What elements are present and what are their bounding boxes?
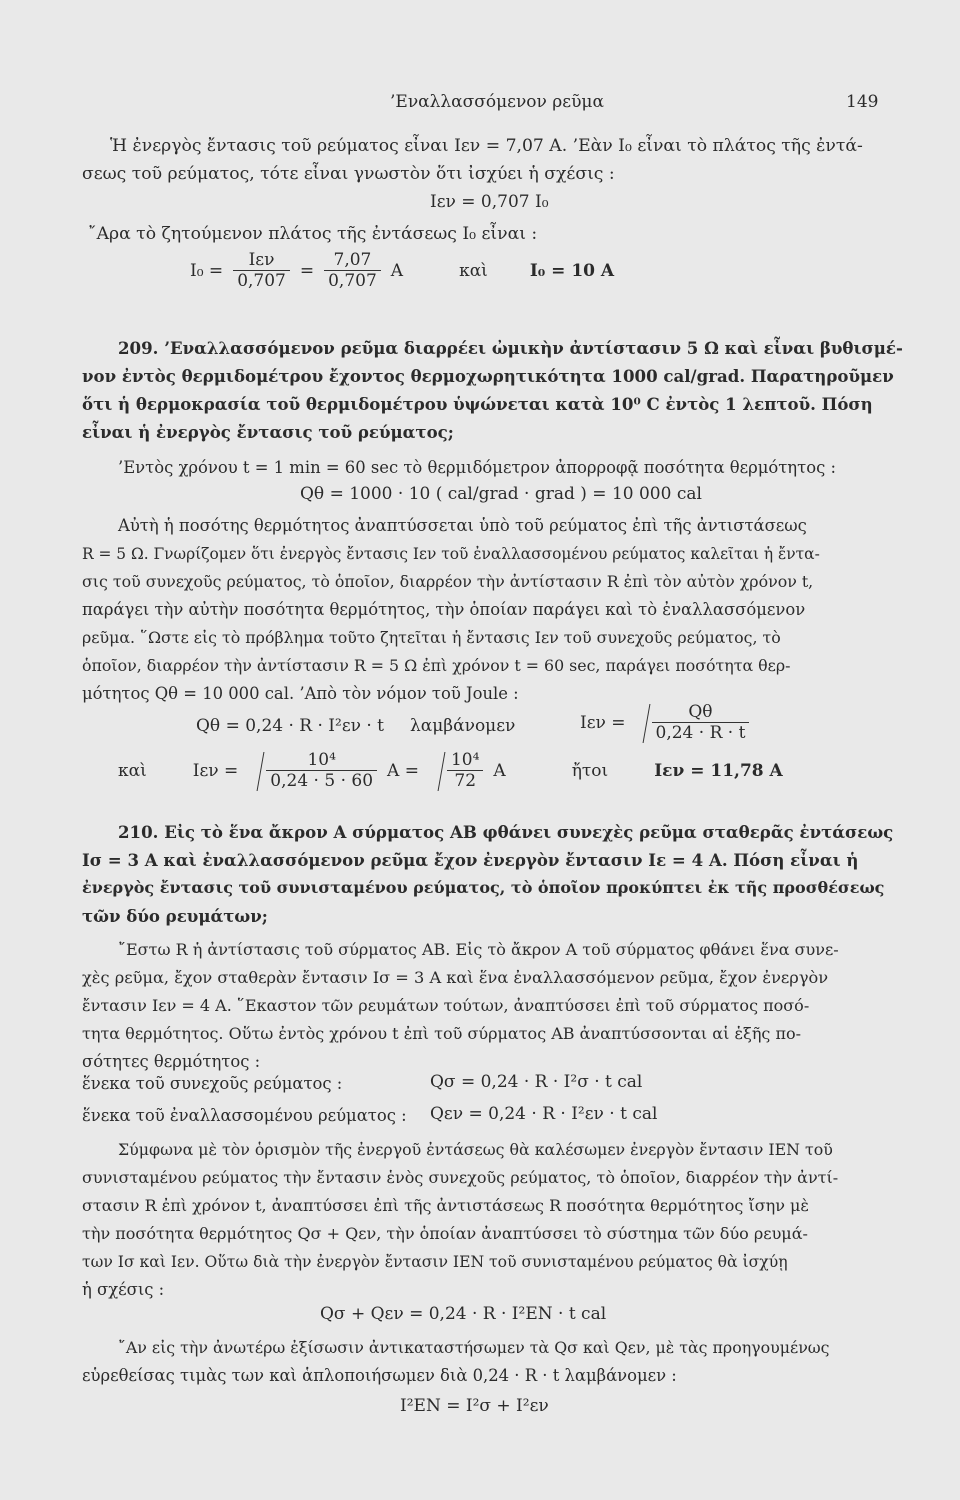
solution-210-line-11: ἡ σχέσις : [82,1280,165,1299]
solution-210-line-8: στασιν R ἐπὶ χρόνον t, ἀναπτύσσει ἐπὶ τῆς ἀντιστάσεως R ποσότητα θερμότητος ἴσην μὲ [82,1196,810,1215]
problem-209-line-3: ὅτι ἡ θερμοκρασία τοῦ θερμιδομέτρου ὑψώνεται κατὰ 10⁰ C ἐντὸς 1 λεπτοῦ. Πόση [82,394,873,414]
solution-209-line-8: μότητος Qθ = 10 000 cal. ’Απὸ τὸν νόμον τοῦ Joule : [82,684,519,703]
solution-210-line-10: των Iσ καὶ Iεν. Οὕτω διὰ τὴν ἐνεργὸν ἔντασιν IEN τοῦ συνισταμένου ρεύματος θὰ ἰσχύῃ [82,1253,788,1271]
fraction-denominator: 0,24 · R · t [655,723,746,743]
fraction [324,250,381,291]
equation-ien-sqrt [580,702,753,743]
equation-final: I²EN = I²σ + I²εν [400,1396,549,1416]
solution-209-line-5: παράγει τὴν αὐτὴν ποσότητα θερμότητος, τὴν ὁποίαν παράγει καὶ τὸ ἐναλλασσόμενον [82,600,806,619]
fraction [233,250,290,291]
intro-line-2: σεως τοῦ ρεύματος, τότε εἶναι γνωστὸν ὅτι ἰσχύει ἡ σχέσις : [82,164,615,184]
solution-209-line-3: R = 5 Ω. Γνωρίζομεν ὅτι ἐνεργὸς ἔντασις Iεν τοῦ ἐναλλασσομένου ρεύματος καλεῖται ἡ ἔντα- [82,545,820,563]
solution-210-line-6: Σύμφωνα μὲ τὸν ὁρισμὸν τῆς ἐνεργοῦ ἐντάσεως θὰ καλέσωμεν ἐνεργὸν ἔντασιν IEN τοῦ [118,1140,833,1159]
solution-210-line-3: ἔντασιν Iεν = 4 A. ῞Εκαστον τῶν ρευμάτων τούτων, ἀναπτύσσει ἐπὶ τοῦ σύρματος ποσό- [82,996,810,1015]
solution-209-line-1: ’Εντὸς χρόνου t = 1 min = 60 sec τὸ θερμιδόμετρον ἀπορροφᾷ ποσότητα θερμότητος : [118,458,836,477]
solution-210-line-5: σότητες θερμότητος : [82,1052,261,1071]
unit: A [493,760,506,781]
problem-210-line-4: τῶν δύο ρευμάτων; [82,906,268,926]
fraction-numerator: 10⁴ [266,750,377,771]
problem-209-line-4: εἶναι ἡ ἐνεργὸς ἔντασις τοῦ ρεύματος; [82,422,454,442]
fraction-denominator: 0,707 [237,271,286,291]
equals-sign: = [299,260,315,281]
heat-alternating-label: ἕνεκα τοῦ ἐναλλασσομένου ρεύματος : [82,1106,407,1125]
fraction-numerator: Iεν [233,250,290,271]
square-root [425,750,487,791]
solution-210-line-2: χὲς ρεῦμα, ἔχον σταθερὰν ἔντασιν Iσ = 3 A καὶ ἕνα ἐναλλασσόμενον ρεῦμα, ἔχον ἐνεργὸν [82,968,829,987]
result: Iεν = 11,78 A [654,760,783,781]
fraction-numerator: 7,07 [324,250,381,271]
problem-209-line-1: 209. ’Εναλλασσόμενον ρεῦμα διαρρέει ὠμικὴν ἀντίστασιν 5 Ω καὶ εἶναι βυθισμέ- [118,338,903,358]
fraction [266,750,377,791]
fraction-denominator: 72 [454,771,477,791]
conjunction: καὶ [459,260,488,281]
solution-209-line-2: Αὐτὴ ἡ ποσότης θερμότητος ἀναπτύσσεται ὑπὸ τοῦ ρεύματος ἐπὶ τῆς ἀντιστάσεως [118,516,807,535]
solution-210-line-1: ῎Εστω R ἡ ἀντίστασις τοῦ σύρματος ΑΒ. Εἰς τὸ ἄκρον Α τοῦ σύρματος φθάνει ἕνα συνε- [118,940,839,959]
eq-lhs: Iεν = [580,712,626,733]
fraction [652,702,750,743]
conjunction: καὶ [118,760,147,781]
solution-209-line-6: ρεῦμα. ῞Ωστε εἰς τὸ πρόβλημα τοῦτο ζητεῖται ἡ ἔντασις Iεν τοῦ συνεχοῦς ρεύματος, τὸ [82,628,781,647]
fraction-denominator: 0,24 · 5 · 60 [270,771,374,791]
fraction-numerator: Qθ [652,702,750,723]
problem-210-line-1: 210. Εἰς τὸ ἕνα ἄκρον Α σύρματος ΑΒ φθάνει συνεχὲς ρεῦμα σταθερᾶς ἐντάσεως [118,822,894,842]
fraction [447,750,483,791]
intro-line-1: Ἡ ἐνεργὸς ἔντασις τοῦ ρεύματος εἶναι Iεν = 7,07 Α. ’Εὰν I₀ εἶναι τὸ πλάτος τῆς ἐντά- [110,136,863,156]
solution-210-line-4: τητα θερμότητος. Οὕτω ἐντὸς χρόνου t ἐπὶ τοῦ σύρματος ΑΒ ἀναπτύσσονται αἱ ἑξῆς πο- [82,1024,802,1043]
word-itoi: ἤτοι [571,760,609,781]
equation-calc [118,750,783,791]
square-root [630,702,754,743]
heat-continuous-label: ἕνεκα τοῦ συνεχοῦς ρεύματος : [82,1074,343,1093]
heat-continuous-equation: Qσ = 0,24 · R · I²σ · t cal [430,1072,643,1092]
solution-210-line-9: τὴν ποσότητα θερμότητος Qσ + Qεν, τὴν ὁποίαν ἀναπτύσσει τὸ σύστημα τῶν δύο ρευμά- [82,1224,808,1243]
equation-ien: Iεν = 0,707 I₀ [430,192,549,212]
eq-lhs: Iεν = [192,760,239,781]
running-title: ’Εναλλασσόμενον ρεῦμα [390,92,604,112]
fraction-numerator: 10⁴ [447,750,483,771]
solution-209-line-7: ὁποῖον, διαρρέον τὴν ἀντίστασιν R = 5 Ω ἐπὶ χρόνον t = 60 sec, παράγει ποσότητα θερ- [82,656,791,675]
heat-alternating-equation: Qεν = 0,24 · R · I²εν · t cal [430,1104,658,1124]
result: I₀ = 10 A [529,260,615,281]
solution-210-line-7: συνισταμένου ρεύματος τὴν ἔντασιν ἑνὸς συνεχοῦς ρεύματος, τὸ ὁποῖον, διαρρέον τὴν ἀντί- [82,1168,839,1187]
equation-total-heat: Qσ + Qεν = 0,24 · R · I²EN · t cal [320,1304,607,1324]
intro-line-3: ῎Αρα τὸ ζητούμενον πλάτος τῆς ἐντάσεως I₀ εἶναι : [88,224,538,244]
solution-210-line-12: ῎Αν εἰς τὴν ἀνωτέρω ἐξίσωσιν ἀντικαταστήσωμεν τὰ Qσ καὶ Qεν, μὲ τὰς προηγουμένως [118,1338,830,1357]
problem-210-line-2: Iσ = 3 A καὶ ἐναλλασσόμενον ρεῦμα ἔχον ἐνεργὸν ἔντασιν Iε = 4 Α. Πόση εἶναι ἡ [82,850,859,870]
fraction-denominator: 0,707 [328,271,377,291]
equation-qtheta: Qθ = 1000 · 10 ( cal/grad · grad ) = 10 000 cal [300,484,702,504]
page-number: 149 [846,92,879,112]
solution-210-line-13: εὑρεθείσας τιμὰς των καὶ ἁπλοποιήσωμεν διὰ 0,24 · R · t λαμβάνομεν : [82,1366,677,1385]
unit: A [390,260,404,281]
eq-lhs: I₀ = [190,260,224,281]
word-lambanomen: λαμβάνομεν [410,716,516,736]
solution-209-line-4: σις τοῦ συνεχοῦς ρεύματος, τὸ ὁποῖον, διαρρέον τὴν ἀντίστασιν R ἐπὶ τὸν αὐτὸν χρόνον t, [82,572,814,591]
problem-210-line-3: ἐνεργὸς ἔντασις τοῦ συνισταμένου ρεύματος, τὸ ὁποῖον προκύπτει ἐκ τῆς προσθέσεως [82,878,885,897]
equals-sign: A = [387,760,419,781]
problem-209-line-2: νον ἐντὸς θερμιδομέτρου ἔχοντος θερμοχωρητικότητα 1000 cal/grad. Παρατηροῦμεν [82,366,894,386]
square-root [244,750,381,791]
equation-i0 [190,250,614,291]
equation-joule: Qθ = 0,24 · R · I²εν · t [196,716,385,736]
